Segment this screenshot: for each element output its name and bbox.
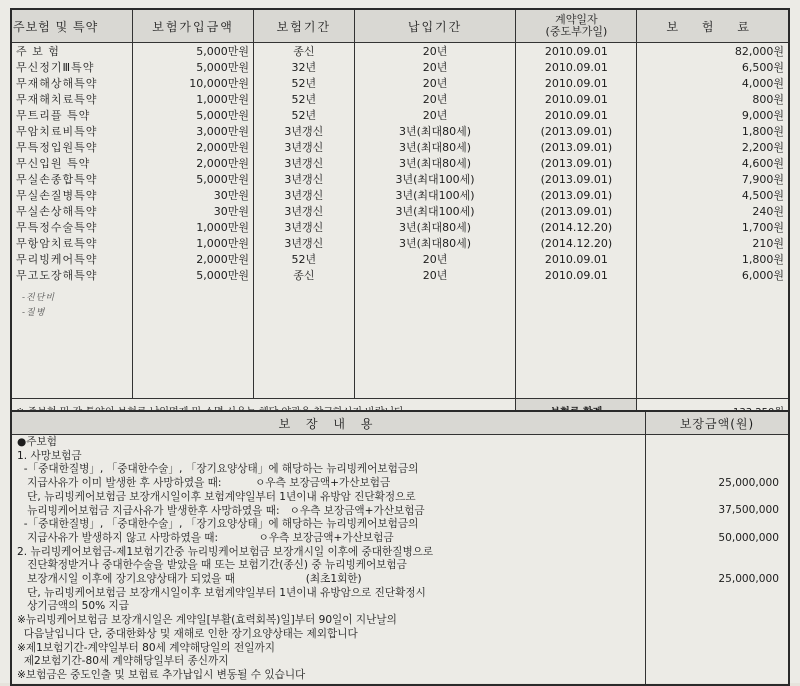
premium-cell: 4,600원 (637, 155, 789, 171)
contract-date-cell: 2010.09.01 (516, 59, 637, 75)
premium-cell: 1,800원 (637, 123, 789, 139)
insured-amount-cell: 5,000만원 (133, 107, 254, 123)
coverage-amount (647, 546, 779, 560)
payment-period-cell: 20년 (354, 91, 516, 107)
premium-cell: 2,200원 (637, 139, 789, 155)
coverage-amount-cell (646, 435, 790, 685)
premium-table-row (11, 43, 789, 60)
payment-period-cell: 20년 (354, 43, 516, 60)
insured-amount-cell: 1,000만원 (133, 91, 254, 107)
coverage-amount: 37,500,000 (718, 504, 779, 517)
payment-period-cell: 20년 (354, 251, 516, 267)
coverage-amount (647, 655, 779, 669)
coverage-amount (647, 587, 779, 601)
premium-table-row (11, 155, 789, 171)
coverage-amount: 50,000,000 (718, 531, 779, 544)
coverage-line: 단, 뉴리빙케어보험금 보장개시일이후 보험계약일부터 1년이내 유방암으로 진단확정시 (17, 586, 426, 599)
premium-table-row (11, 123, 789, 139)
contract-date-cell: 2010.09.01 (516, 75, 637, 91)
coverage-name-cell: 무고도장해특약 (11, 267, 133, 283)
premium-table-row (11, 235, 789, 251)
empty-area-row (11, 283, 789, 399)
premium-table-header (11, 9, 789, 43)
coverage-line: 상기금액의 50% 지급 (17, 600, 130, 613)
premium-cell: 4,000원 (637, 75, 789, 91)
premium-table-row (11, 187, 789, 203)
coverage-name-cell: 무리빙케어특약 (11, 251, 133, 267)
header-insurance-period: 보험기간 (254, 9, 355, 43)
premium-cell: 82,000원 (637, 43, 789, 60)
coverage-line: 지급사유가 발생하지 않고 사망하였을 때: ㅇ우측 보장금액+가산보험금 (17, 531, 394, 544)
coverage-amount (647, 641, 779, 655)
contract-date-cell: (2013.09.01) (516, 171, 637, 187)
coverage-amount (647, 463, 779, 477)
coverage-amount: 25,000,000 (718, 477, 779, 490)
insured-amount-cell: 5,000만원 (133, 43, 254, 60)
coverage-header-amount: 보장금액(원) (646, 411, 790, 435)
insured-amount-cell: 10,000만원 (133, 75, 254, 91)
header-contract-date (516, 9, 637, 43)
payment-period-cell: 3년(최대80세) (354, 123, 516, 139)
premium-table-row (11, 251, 789, 267)
payment-period-cell: 3년(최대80세) (354, 155, 516, 171)
insurance-period-cell: 종신 (254, 267, 355, 283)
insured-amount-cell: 2,000만원 (133, 251, 254, 267)
premium-cell: 9,000원 (637, 107, 789, 123)
coverage-content-cell (11, 435, 646, 685)
premium-table-row (11, 203, 789, 219)
insurance-period-cell: 3년갱신 (254, 171, 355, 187)
contract-date-cell: (2013.09.01) (516, 203, 637, 219)
insured-amount-cell: 5,000만원 (133, 59, 254, 75)
coverage-header-content: 보 장 내 용 (11, 411, 646, 435)
handwritten-notes (11, 283, 133, 399)
coverage-table (10, 410, 790, 686)
handwritten-note-1: -진단비 (22, 293, 56, 303)
premium-table-body (11, 43, 789, 284)
payment-period-cell: 20년 (354, 107, 516, 123)
header-payment-period: 납입기간 (354, 9, 516, 43)
coverage-line: -「중대한질병」, 「중대한수술」, 「장기요양상태」에 해당하는 뉴리빙케어보험금의 (17, 518, 419, 531)
coverage-name-cell: 무특정수술특약 (11, 219, 133, 235)
insured-amount-cell: 1,000만원 (133, 219, 254, 235)
premium-cell: 210원 (637, 235, 789, 251)
coverage-line: -「중대한질병」, 「중대한수술」, 「장기요양상태」에 해당하는 뉴리빙케어보험금의 (17, 463, 419, 476)
header-coverage: 주보험 및 특약 (11, 9, 133, 43)
payment-period-cell: 3년(최대80세) (354, 139, 516, 155)
contract-date-cell: (2014.12.20) (516, 219, 637, 235)
coverage-line: 진단확정받거나 중대한수술을 받았을 때 또는 보험기간(종신) 중 뉴리빙케어보험금 (17, 559, 407, 572)
coverage-amount (647, 669, 779, 683)
coverage-line: 지급사유가 이미 발생한 후 사망하였을 때: ㅇ우측 보장금액+가산보험금 (17, 477, 391, 490)
coverage-amount (647, 600, 779, 614)
payment-period-cell: 20년 (354, 75, 516, 91)
insurance-period-cell: 3년갱신 (254, 123, 355, 139)
premium-table-row (11, 139, 789, 155)
premium-table-row (11, 107, 789, 123)
coverage-name-cell: 무실손상해특약 (11, 203, 133, 219)
coverage-name-cell: 주 보 험 (11, 43, 133, 60)
contract-date-cell: (2013.09.01) (516, 187, 637, 203)
payment-period-cell: 3년(최대100세) (354, 203, 516, 219)
contract-date-cell: 2010.09.01 (516, 267, 637, 283)
insurance-period-cell: 3년갱신 (254, 219, 355, 235)
payment-period-cell: 3년(최대100세) (354, 171, 516, 187)
coverage-name-cell: 무항암치료특약 (11, 235, 133, 251)
header-contract-date-line2: (중도부가일) (545, 25, 608, 38)
premium-table-row (11, 59, 789, 75)
insured-amount-cell: 5,000만원 (133, 267, 254, 283)
insurance-period-cell: 3년갱신 (254, 235, 355, 251)
premium-cell: 800원 (637, 91, 789, 107)
contract-date-cell: 2010.09.01 (516, 91, 637, 107)
coverage-amount (647, 436, 779, 450)
coverage-line: ※뉴리빙케어보험금 보장개시일은 계약일[부활(효력회복)일]부터 90일이 지난날의 (17, 614, 397, 627)
contract-date-cell: (2013.09.01) (516, 123, 637, 139)
coverage-line: 2. 뉴리빙케어보험금-제1보험기간중 뉴리빙케어보험금 보장개시일 이후에 중대한질병으로 (17, 545, 434, 558)
header-contract-date-line1: 계약일자 (555, 13, 598, 26)
contract-date-cell: 2010.09.01 (516, 43, 637, 60)
coverage-line: 단, 뉴리빙케어보험금 보장개시일이후 보험계약일부터 1년이내 유방암 진단확정으로 (17, 490, 416, 503)
insurance-period-cell: 3년갱신 (254, 187, 355, 203)
coverage-line: 제2보험기간-80세 계약해당일부터 종신까지 (17, 655, 229, 668)
insured-amount-cell: 2,000만원 (133, 139, 254, 155)
contract-date-cell: 2010.09.01 (516, 107, 637, 123)
premium-table-row (11, 171, 789, 187)
premium-cell: 7,900원 (637, 171, 789, 187)
insured-amount-cell: 2,000만원 (133, 155, 254, 171)
coverage-amount (647, 628, 779, 642)
coverage-table-header (11, 411, 789, 435)
coverage-name-cell: 무실손종합특약 (11, 171, 133, 187)
insured-amount-cell: 30만원 (133, 187, 254, 203)
payment-period-cell: 3년(최대100세) (354, 187, 516, 203)
payment-period-cell: 20년 (354, 59, 516, 75)
coverage-name-cell: 무특정입원특약 (11, 139, 133, 155)
premium-cell: 240원 (637, 203, 789, 219)
coverage-amount (647, 614, 779, 628)
insurance-period-cell: 52년 (254, 91, 355, 107)
coverage-lines (13, 436, 644, 683)
premium-cell: 1,700원 (637, 219, 789, 235)
premium-cell: 1,800원 (637, 251, 789, 267)
coverage-line: 뉴리빙케어보험금 지급사유가 발생한후 사망하였을 때: ㅇ우측 보장금액+가산보험금 (17, 504, 425, 517)
insured-amount-cell: 3,000만원 (133, 123, 254, 139)
header-premium: 보 험 료 (637, 9, 789, 43)
insured-amount-cell: 1,000만원 (133, 235, 254, 251)
contract-date-cell: (2013.09.01) (516, 155, 637, 171)
insured-amount-cell: 30만원 (133, 203, 254, 219)
premium-table-row (11, 91, 789, 107)
coverage-line: 1. 사망보험금 (17, 449, 82, 462)
premium-table-row (11, 267, 789, 283)
coverage-amount (647, 491, 779, 505)
insurance-period-cell: 3년갱신 (254, 203, 355, 219)
contract-date-cell: (2013.09.01) (516, 139, 637, 155)
insurance-period-cell: 52년 (254, 251, 355, 267)
coverage-amount (647, 518, 779, 532)
handwritten-note-2: -질병 (22, 308, 46, 318)
coverage-name-cell: 무재해치료특약 (11, 91, 133, 107)
insurance-period-cell: 3년갱신 (254, 139, 355, 155)
coverage-line: ※제1보험기간-계약일부터 80세 계약해당일의 전일까지 (17, 641, 275, 654)
insurance-period-cell: 종신 (254, 43, 355, 60)
premium-table-row (11, 75, 789, 91)
coverage-amount (647, 559, 779, 573)
coverage-name-cell: 무신정기Ⅲ특약 (11, 59, 133, 75)
insurance-period-cell: 32년 (254, 59, 355, 75)
premium-table-row (11, 219, 789, 235)
payment-period-cell: 3년(최대80세) (354, 235, 516, 251)
coverage-line: 다음날입니다 단, 중대한화상 및 재해로 인한 장기요양상태는 제외합니다 (17, 627, 358, 640)
payment-period-cell: 20년 (354, 267, 516, 283)
coverage-amount: 25,000,000 (718, 572, 779, 585)
insurance-period-cell: 3년갱신 (254, 155, 355, 171)
coverage-line: 보장개시일 이후에 장기요양상태가 되었을 때 (최초1회한) (17, 573, 362, 586)
coverage-name-cell: 무신입원 특약 (11, 155, 133, 171)
coverage-line: ※보험금은 중도인출 및 보험료 추가납입시 변동될 수 있습니다 (17, 668, 306, 681)
contract-date-cell: 2010.09.01 (516, 251, 637, 267)
premium-cell: 6,500원 (637, 59, 789, 75)
insurance-period-cell: 52년 (254, 107, 355, 123)
coverage-amount (647, 450, 779, 464)
coverage-amounts (647, 436, 787, 682)
premium-table (10, 8, 790, 423)
coverage-body-row (11, 435, 789, 685)
premium-cell: 4,500원 (637, 187, 789, 203)
header-insured-amount: 보험가입금액 (133, 9, 254, 43)
payment-period-cell: 3년(최대80세) (354, 219, 516, 235)
insured-amount-cell: 5,000만원 (133, 171, 254, 187)
coverage-name-cell: 무트리플 특약 (11, 107, 133, 123)
insurance-period-cell: 52년 (254, 75, 355, 91)
contract-date-cell: (2014.12.20) (516, 235, 637, 251)
premium-cell: 6,000원 (637, 267, 789, 283)
coverage-name-cell: 무재해상해특약 (11, 75, 133, 91)
coverage-name-cell: 무실손질병특약 (11, 187, 133, 203)
coverage-line: ●주보험 (17, 436, 57, 448)
coverage-name-cell: 무암치료비특약 (11, 123, 133, 139)
